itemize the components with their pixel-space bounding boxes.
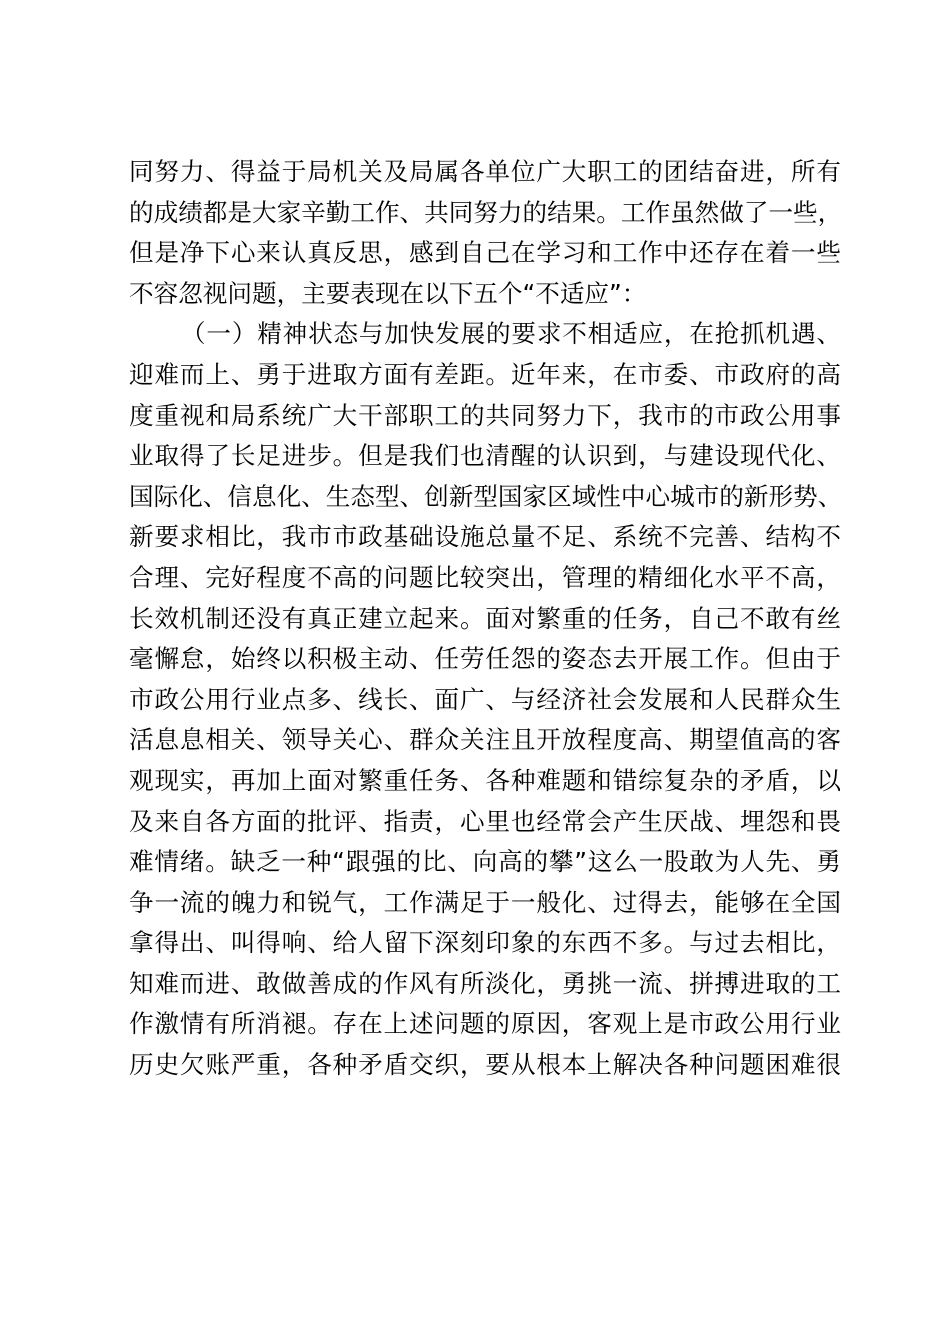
text-line: 争一流的魄力和锐气，工作满足于一般化、过得去，能够在全国 [129,887,841,917]
text-line: 度重视和局系统广大干部职工的共同努力下，我市的市政公用事 [129,400,841,430]
text-line: 迎难而上、勇于进取方面有差距。近年来，在市委、市政府的高 [129,359,841,389]
text-line: 国际化、信息化、生态型、创新型国家区域性中心城市的新形势、 [129,481,843,511]
text-line: 业取得了长足进步。但是我们也清醒的认识到，与建设现代化、 [129,441,841,471]
text-line: 拿得出、叫得响、给人留下深刻印象的东西不多。与过去相比， [129,928,841,958]
text-line: 毫懈怠，始终以积极主动、任劳任怨的姿态去开展工作。但由于 [129,644,841,674]
text-line: 知难而进、敢做善成的作风有所淡化，勇挑一流、拼搏进取的工 [129,968,841,998]
text-line: 长效机制还没有真正建立起来。面对繁重的任务，自己不敢有丝 [129,603,841,633]
text-line: 观现实，再加上面对繁重任务、各种难题和错综复杂的矛盾，以 [129,765,841,795]
text-line: 新要求相比，我市市政基础设施总量不足、系统不完善、结构不 [129,522,841,552]
text-line: 作激情有所消褪。存在上述问题的原因，客观上是市政公用行业 [129,1009,841,1039]
text-line: 难情绪。缺乏一种“跟强的比、向高的攀”这么一股敢为人先、勇 [129,847,841,877]
text-line: 市政公用行业点多、线长、面广、与经济社会发展和人民群众生 [129,684,841,714]
body-text [129,152,841,1086]
section-heading-line: （一）精神状态与加快发展的要求不相适应，在抢抓机遇、 [181,319,841,349]
text-line: 不容忽视问题，主要表现在以下五个“不适应”： [129,278,647,308]
text-line: 及来自各方面的批评、指责，心里也经常会产生厌战、埋怨和畏 [129,806,841,836]
text-line: 合理、完好程度不高的问题比较突出，管理的精细化水平不高， [129,562,841,592]
text-line: 的成绩都是大家辛勤工作、共同努力的结果。工作虽然做了一些， [129,197,843,227]
text-line: 历史欠账严重，各种矛盾交织，要从根本上解决各种问题困难很 [129,1050,841,1080]
text-line: 但是净下心来认真反思，感到自己在学习和工作中还存在着一些 [129,238,841,268]
text-line: 活息息相关、领导关心、群众关注且开放程度高、期望值高的客 [129,725,841,755]
text-line: 同努力、得益于局机关及局属各单位广大职工的团结奋进，所有 [129,157,841,186]
